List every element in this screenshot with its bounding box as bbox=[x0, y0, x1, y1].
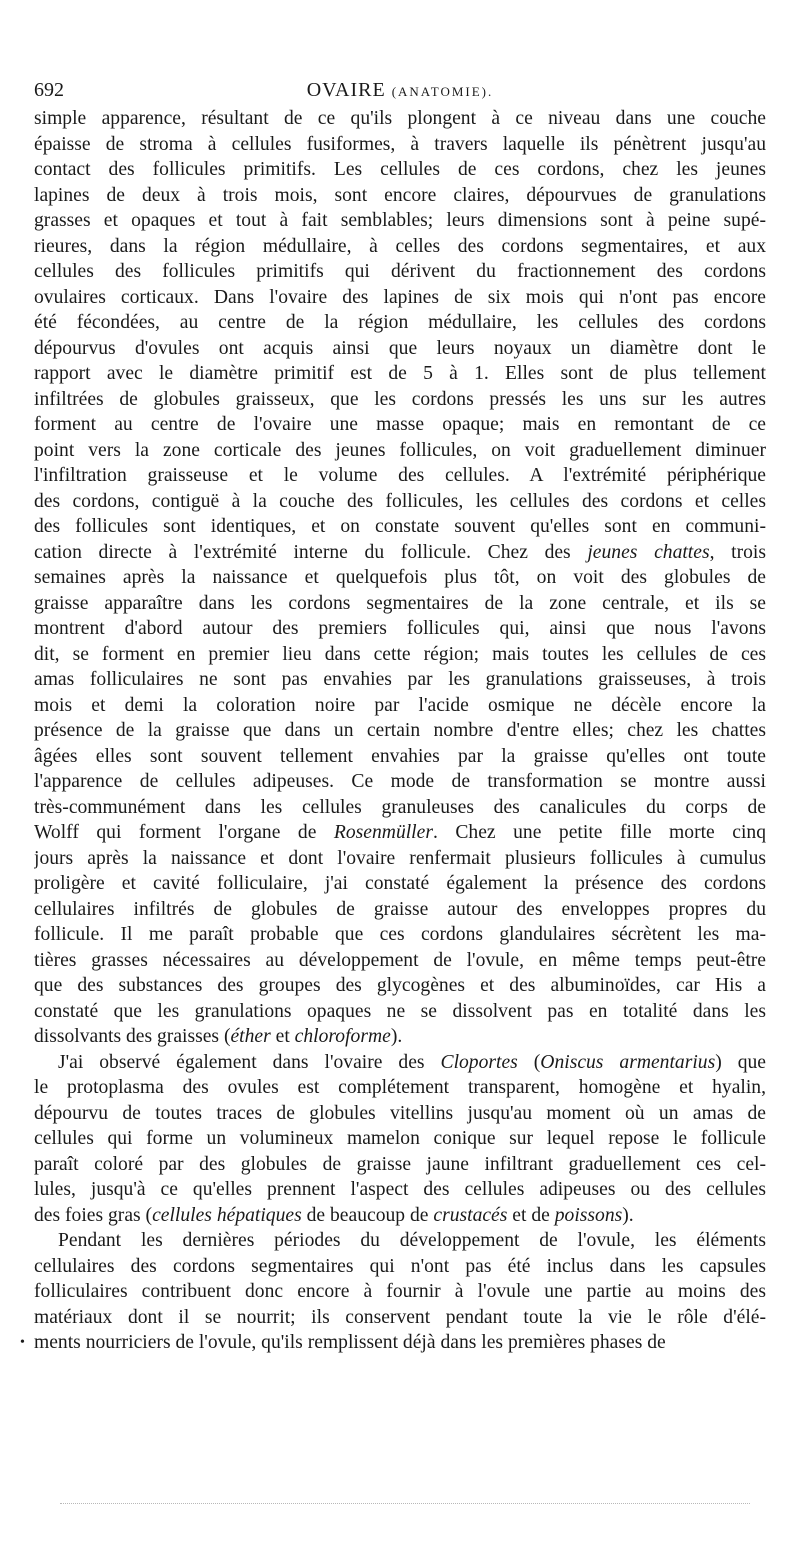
text-run: dit, se forment en premier lieu dans cette région; mais toutes les cellules de ces bbox=[34, 643, 766, 665]
text-line bbox=[34, 948, 766, 974]
text-run: dépourvu de toutes traces de globules vitellins jusqu'au moment où un amas de bbox=[34, 1102, 766, 1124]
text-line bbox=[34, 565, 766, 591]
text-line bbox=[34, 693, 766, 719]
italic-term: éther bbox=[230, 1026, 271, 1047]
text-run: ments nourriciers de l'ovule, qu'ils remplissent déjà dans les premières phases de bbox=[34, 1332, 666, 1353]
text-line bbox=[34, 438, 766, 464]
text-line bbox=[34, 183, 766, 209]
text-line bbox=[34, 871, 766, 897]
text-run: contact des follicules primitifs. Les cellules de ces cordons, chez les jeunes bbox=[34, 159, 766, 180]
text-run: montrent d'abord autour des premiers follicules qui, ainsi que nous l'avons bbox=[34, 618, 766, 639]
text-run: cation directe à l'extrémité interne du follicule. Chez des bbox=[34, 541, 588, 563]
text-line bbox=[34, 1228, 766, 1254]
text-line bbox=[34, 616, 766, 642]
italic-term: crustacés bbox=[433, 1204, 508, 1226]
text-line bbox=[34, 259, 766, 285]
italic-term: cellules hépatiques bbox=[152, 1204, 302, 1226]
text-run: grasses et opaques et tout à fait semblables; leurs dimensions sont à peine supé- bbox=[34, 210, 766, 231]
text-run: très-communément dans les cellules granuleuses des canalicules du corps de bbox=[34, 796, 766, 818]
document-page bbox=[20, 74, 766, 1356]
page-bottom-rule bbox=[60, 1503, 750, 1504]
text-line bbox=[34, 642, 766, 668]
text-line bbox=[34, 1203, 766, 1229]
text-run: matériaux dont il se nourrit; ils conservent pendant toute la vie le rôle d'élé- bbox=[34, 1306, 766, 1328]
text-run: infiltrées de globules graisseux, que les cordons pressés les uns sur les autres bbox=[34, 388, 766, 410]
text-run: ( bbox=[517, 1051, 541, 1073]
text-run: Wolff qui forment l'organe de bbox=[34, 822, 334, 843]
text-run: jours après la naissance et dont l'ovaire renfermait plusieurs follicules à cumulus bbox=[34, 847, 766, 869]
text-line bbox=[34, 234, 766, 260]
text-run: simple apparence, résultant de ce qu'ils plongent à ce niveau dans une couche bbox=[34, 108, 766, 129]
text-run: forment au centre de l'ovaire une masse opaque; mais en remontant de ce bbox=[34, 414, 766, 435]
text-run: proligère et cavité folliculaire, j'ai constaté également la présence des cordons bbox=[34, 873, 766, 894]
text-run: follicule. Il me paraît probable que ces cordons glandulaires sécrètent les ma- bbox=[34, 924, 766, 945]
text-run: dépourvus d'ovules ont acquis ainsi que leurs noyaux un diamètre dont le bbox=[34, 337, 766, 359]
text-line bbox=[34, 1254, 766, 1280]
text-line bbox=[34, 1050, 766, 1076]
running-head bbox=[34, 74, 766, 106]
body-text bbox=[20, 106, 766, 1356]
text-line bbox=[34, 1024, 766, 1050]
text-run: point vers la zone corticale des jeunes follicules, on voit graduellement diminuer bbox=[34, 439, 766, 461]
text-line bbox=[34, 106, 766, 132]
margin-marker: • bbox=[20, 1335, 25, 1350]
italic-term: Rosenmüller bbox=[333, 822, 433, 843]
text-line bbox=[34, 540, 766, 566]
text-run: . Chez une petite fille morte cinq bbox=[432, 822, 766, 843]
text-run: et de bbox=[507, 1204, 555, 1226]
text-line bbox=[34, 412, 766, 438]
text-run: âgées elles sont souvent tellement envahies par la graisse qu'elles ont toute bbox=[34, 745, 766, 767]
text-run: été fécondées, au centre de la région médullaire, les cellules des cordons bbox=[34, 312, 766, 333]
text-line bbox=[34, 310, 766, 336]
text-run: ). bbox=[622, 1204, 634, 1226]
text-run: des follicules sont identiques, et on constate souvent qu'elles sont en communi- bbox=[34, 516, 766, 537]
text-run: l'apparence de cellules adipeuses. Ce mode de transformation se montre aussi bbox=[34, 771, 766, 792]
text-line bbox=[34, 897, 766, 923]
text-run: mois et demi la coloration noire par l'acide osmique ne décèle encore la bbox=[34, 694, 766, 716]
text-line bbox=[34, 132, 766, 158]
text-run: constaté que les granulations opaques ne se dissolvent pas en totalité dans les bbox=[34, 1000, 766, 1022]
text-line bbox=[34, 514, 766, 540]
italic-term: Cloportes bbox=[440, 1051, 518, 1073]
text-line bbox=[34, 591, 766, 617]
running-title bbox=[34, 74, 766, 108]
text-line bbox=[34, 999, 766, 1025]
text-line bbox=[20, 1330, 766, 1356]
text-line bbox=[34, 208, 766, 234]
italic-term: chloroforme bbox=[294, 1026, 391, 1047]
text-line bbox=[34, 769, 766, 795]
text-line bbox=[34, 285, 766, 311]
text-line bbox=[34, 795, 766, 821]
text-line bbox=[34, 463, 766, 489]
text-run: des cordons, contiguë à la couche des follicules, les cellules des cordons et celles bbox=[34, 490, 766, 512]
text-run: semaines après la naissance et quelquefois plus tôt, on voit des globules de bbox=[34, 567, 766, 588]
text-line bbox=[34, 1126, 766, 1152]
text-line bbox=[34, 667, 766, 693]
text-run: cellulaires infiltrés de globules de graisse autour des enveloppes propres du bbox=[34, 898, 766, 920]
text-run: de beaucoup de bbox=[301, 1204, 434, 1226]
text-line bbox=[34, 1075, 766, 1101]
text-run: rapport avec le diamètre primitif est de 5 à 1. Elles sont de plus tellement bbox=[34, 363, 766, 384]
text-run: le protoplasma des ovules est complétement transparent, homogène et hyalin, bbox=[34, 1077, 766, 1098]
italic-term: jeunes chattes bbox=[587, 541, 710, 563]
text-run: rieures, dans la région médullaire, à celles des cordons segmentaires, et aux bbox=[34, 235, 766, 257]
text-run: amas folliculaires ne sont pas envahies par les granulations graisseuses, à trois bbox=[34, 669, 766, 690]
text-run: épaisse de stroma à cellules fusiformes, à travers laquelle ils pénètrent jusqu'au bbox=[34, 133, 766, 155]
text-line bbox=[34, 387, 766, 413]
text-line bbox=[34, 489, 766, 515]
text-run: cellulaires des cordons segmentaires qui n'ont pas été inclus dans les capsules bbox=[34, 1255, 766, 1277]
text-line bbox=[34, 336, 766, 362]
text-run: ovulaires corticaux. Dans l'ovaire des lapines de six mois qui n'ont pas encore bbox=[34, 286, 766, 308]
text-run: graisse apparaître dans les cordons segmentaires de la zone centrale, et ils se bbox=[34, 592, 766, 614]
text-run: cellules des follicules primitifs qui dérivent du fractionnement des cordons bbox=[34, 261, 766, 282]
text-line bbox=[34, 1101, 766, 1127]
text-line bbox=[34, 157, 766, 183]
text-run: des foies gras ( bbox=[34, 1204, 153, 1226]
text-run: et bbox=[270, 1026, 295, 1047]
italic-term: poissons bbox=[554, 1204, 623, 1226]
running-title-main: OVAIRE bbox=[306, 79, 386, 101]
text-line bbox=[34, 361, 766, 387]
text-run: l'infiltration graisseuse et le volume des cellules. A l'extrémité périphérique bbox=[34, 465, 766, 486]
text-line bbox=[34, 718, 766, 744]
text-line bbox=[34, 820, 766, 846]
italic-term: Oniscus armentarius bbox=[540, 1051, 716, 1073]
text-run: présence de la graisse que dans un certain nombre d'entre elles; chez les chattes bbox=[34, 720, 766, 741]
text-run: , trois bbox=[709, 541, 766, 563]
text-run: paraît coloré par des globules de graisse jaune infiltrant graduellement ces cel- bbox=[34, 1153, 766, 1175]
text-run: tières grasses nécessaires au développement de l'ovule, en même temps peut-être bbox=[34, 949, 766, 971]
text-run: folliculaires contribuent donc encore à fournir à l'ovule une partie au moins des bbox=[34, 1281, 766, 1302]
text-run: ). bbox=[390, 1026, 403, 1047]
page-number: 692 bbox=[34, 79, 64, 101]
text-run: cellules qui forme un volumineux mamelon conique sur lequel repose le follicule bbox=[34, 1128, 766, 1149]
text-run: ) que bbox=[715, 1051, 766, 1073]
text-line bbox=[34, 846, 766, 872]
text-run: lules, jusqu'à ce qu'elles prennent l'aspect des cellules adipeuses ou des cellules bbox=[34, 1179, 766, 1200]
text-line bbox=[34, 973, 766, 999]
text-run: dissolvants des graisses ( bbox=[34, 1026, 231, 1047]
text-run: lapines de deux à trois mois, sont encore claires, dépourvues de granulations bbox=[34, 184, 766, 206]
text-run: Pendant les dernières périodes du développement de l'ovule, les éléments bbox=[58, 1230, 766, 1251]
running-title-subtitle: (ANATOMIE). bbox=[391, 84, 494, 99]
text-line bbox=[34, 1305, 766, 1331]
text-run: que des substances des groupes des glycogènes et des albuminoïdes, car His a bbox=[34, 975, 766, 996]
text-line bbox=[34, 744, 766, 770]
text-line bbox=[34, 1279, 766, 1305]
text-line bbox=[34, 1177, 766, 1203]
text-run: J'ai observé également dans l'ovaire des bbox=[58, 1051, 441, 1073]
text-line bbox=[34, 922, 766, 948]
text-line bbox=[34, 1152, 766, 1178]
